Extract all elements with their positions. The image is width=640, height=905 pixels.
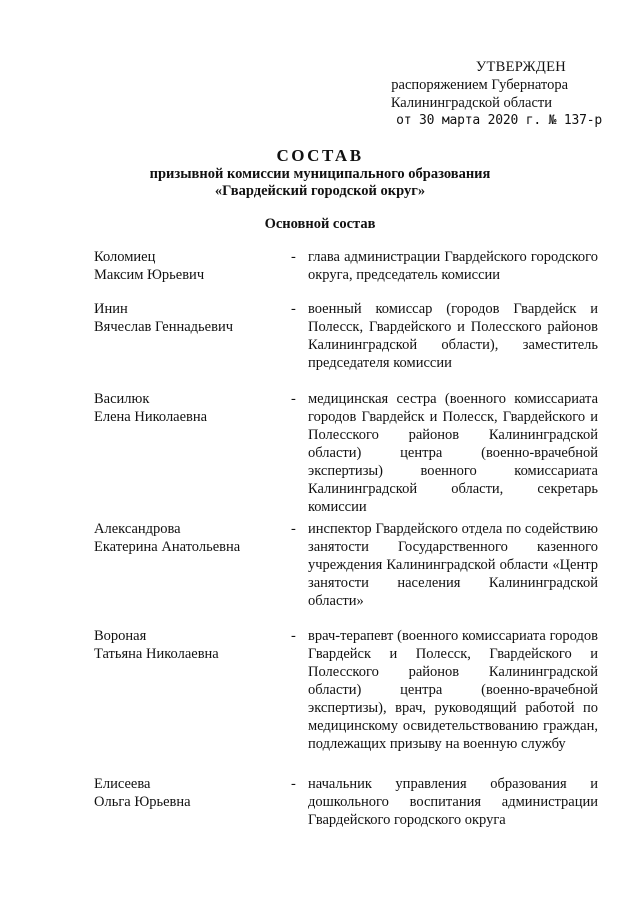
approval-line-date: от 30 марта 2020 г. № 137-р: [396, 113, 602, 128]
dash-separator: -: [291, 521, 296, 537]
dash-separator: -: [291, 301, 296, 317]
document-title: СОСТАВ: [276, 146, 364, 165]
member-role: инспектор Гвардейского отдела по содействию занятости Государственного казенного учреждения Калининградской области «Центр занятости населения Калининградской области»: [308, 521, 598, 609]
member-first-names: Максим Юрьевич: [94, 267, 205, 283]
member-first-names: Екатерина Анатольевна: [94, 539, 241, 555]
member-name: [94, 248, 284, 284]
member-role: медицинская сестра (военного комиссариата городов Гвардейск и Полесск, Гвардейского и Полесского районов Калининградской области) центра (военно-врачебной экспертизы) военного комиссариата Калининградской области, секретарь комиссии: [308, 391, 598, 515]
member-first-names: Елена Николаевна: [94, 409, 208, 425]
member-last-name: Елисеева: [94, 776, 151, 792]
member-first-names: Вячеслав Геннадьевич: [94, 319, 234, 335]
member-name: [94, 520, 284, 556]
dash-separator: -: [291, 628, 296, 644]
member-first-names: Татьяна Николаевна: [94, 646, 219, 662]
member-last-name: Коломиец: [94, 249, 156, 265]
approval-line-decree: распоряжением Губернатора: [391, 77, 568, 93]
member-last-name: Александрова: [94, 521, 181, 537]
member-last-name: Инин: [94, 301, 128, 317]
member-name: [94, 300, 284, 336]
dash-separator: -: [291, 391, 296, 407]
approval-line-region: Калининградской области: [390, 95, 552, 111]
dash-separator: -: [291, 776, 296, 792]
section-heading: Основной состав: [264, 216, 376, 232]
member-role: начальник управления образования и дошкольного воспитания администрации Гвардейского городского округа: [308, 776, 598, 828]
member-first-names: Ольга Юрьевна: [94, 794, 191, 810]
dash-separator: -: [291, 249, 296, 265]
member-last-name: Василюк: [94, 391, 150, 407]
member-role: военный комиссар (городов Гвардейск и Полесск, Гвардейского и Полесского районов Калининградской области), заместитель председателя комиссии: [308, 301, 598, 371]
member-name: [94, 627, 284, 663]
approval-stamp: [352, 58, 602, 130]
member-role: глава администрации Гвардейского городского округа, председатель комиссии: [308, 249, 598, 283]
subtitle-line-2: «Гвардейский городской округ»: [214, 183, 426, 199]
approval-title: УТВЕРЖДЕН: [475, 59, 566, 75]
member-name: [94, 775, 284, 811]
subtitle-line-1: призывной комиссии муниципального образования: [149, 166, 491, 182]
member-role: врач-терапевт (военного комиссариата городов Гвардейск и Полесск, Гвардейского и Полесского районов Калининградской области) центра (военно-врачебной экспертизы), врач, руководящий работой по медицинскому освидетельствованию граждан, подлежащих призыву на военную службу: [308, 628, 598, 752]
document-subtitle: [0, 166, 640, 200]
member-last-name: Вороная: [94, 628, 147, 644]
member-name: [94, 390, 284, 426]
